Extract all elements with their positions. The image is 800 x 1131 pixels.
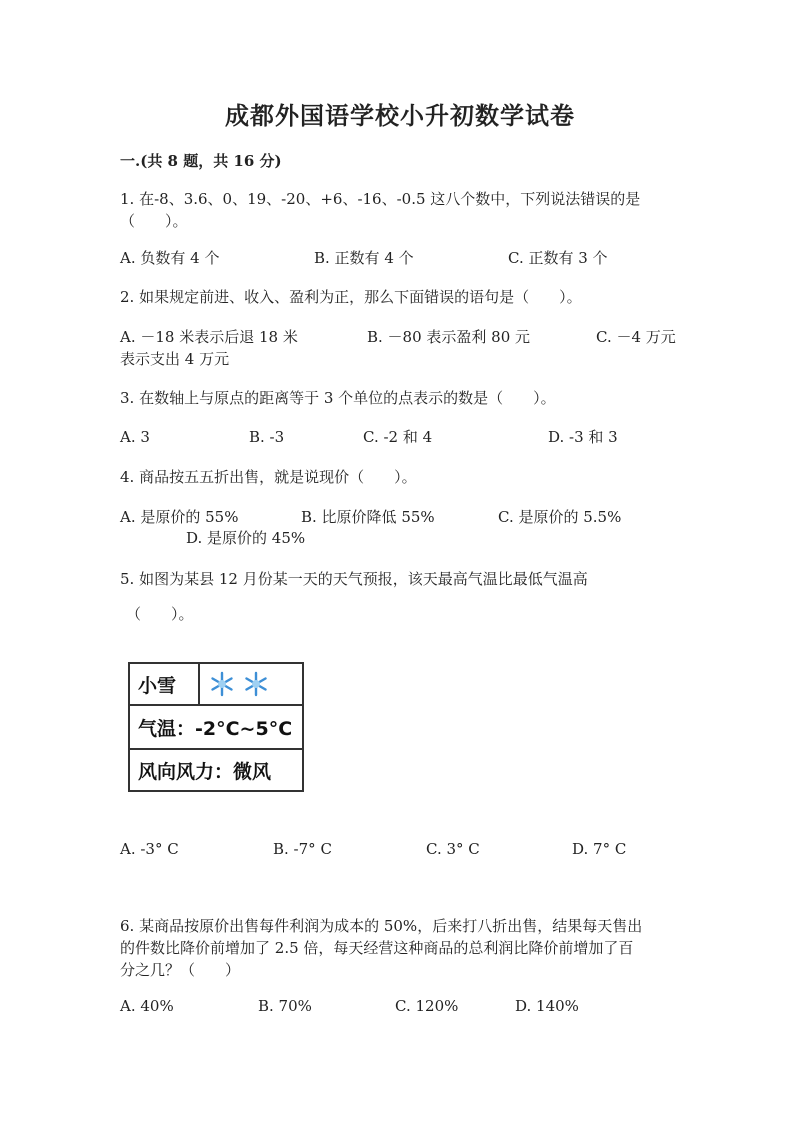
option-a: A. 40% — [120, 997, 174, 1015]
option-b: B. -3 — [249, 428, 285, 446]
option-d: D. 是原价的 45% — [186, 529, 306, 547]
weather-temperature-label: 气温：-2°C~5°C — [138, 717, 293, 740]
question-4 — [120, 466, 680, 488]
question-text: （ ）。 — [120, 212, 188, 230]
weather-forecast-figure — [128, 662, 304, 792]
option-b: B. 比原价降低 55% — [301, 508, 435, 526]
question-text: 5. 如图为某县 12 月份某一天的天气预报，该天最高气温比最低气温高 — [120, 570, 588, 588]
option-b: B. 70% — [258, 997, 312, 1015]
page-title: 成都外国语学校小升初数学试卷 — [225, 101, 575, 130]
question-text: 6. 某商品按原价出售每件利润为成本的 50%，后来打八折出售，结果每天售出 — [120, 917, 643, 935]
option-c: C. 正数有 3 个 — [508, 249, 608, 267]
option-a: A. -3° C — [120, 840, 179, 858]
weather-condition-label: 小雪 — [138, 674, 177, 697]
option-c: C. 120% — [395, 997, 459, 1015]
weather-row-condition — [130, 664, 302, 706]
question-text: 1. 在-8、3.6、0、19、-20、+6、-16、-0.5 这八个数中，下列说法错误的是 — [120, 190, 641, 208]
option-d: D. -3 和 3 — [548, 428, 618, 446]
question-text: 2. 如果规定前进、收入、盈利为正，那么下面错误的语句是（ ）。 — [120, 288, 582, 306]
question-1 — [120, 188, 680, 232]
option-a: A. 负数有 4 个 — [120, 249, 220, 267]
option-c: C. -2 和 4 — [363, 428, 433, 446]
question-2 — [120, 286, 680, 308]
question-3 — [120, 387, 680, 409]
option-b: B. -7° C — [273, 840, 332, 858]
option-d: D. 140% — [515, 997, 579, 1015]
question-text: 分之几？（ ） — [120, 961, 241, 979]
option-c: C. 是原价的 5.5% — [498, 508, 622, 526]
question-5 — [120, 568, 680, 590]
snowflake-icon — [208, 670, 236, 698]
weather-row-temperature — [130, 706, 302, 750]
option-b: B. 正数有 4 个 — [314, 249, 414, 267]
option-a: A. －18 米表示后退 18 米 — [120, 328, 298, 346]
option-c: C. 3° C — [426, 840, 480, 858]
option-c: C. －4 万元 — [596, 328, 676, 346]
snow-icons — [202, 664, 270, 704]
question-text: （ ）。 — [126, 605, 194, 623]
snowflake-icon — [242, 670, 270, 698]
option-d: D. 7° C — [572, 840, 627, 858]
question-text: 3. 在数轴上与原点的距离等于 3 个单位的点表示的数是（ ）。 — [120, 389, 556, 407]
weather-wind-label: 风向风力：微风 — [138, 760, 272, 783]
question-6 — [120, 915, 680, 981]
section-heading: 一.(共 8 题，共 16 分) — [120, 152, 282, 170]
option-a: A. 3 — [120, 428, 150, 446]
option-a: A. 是原价的 55% — [120, 508, 239, 526]
option-c-continued: 表示支出 4 万元 — [120, 350, 230, 368]
question-text: 的件数比降价前增加了 2.5 倍，每天经营这种商品的总利润比降价前增加了百 — [120, 939, 634, 957]
option-b: B. －80 表示盈利 80 元 — [367, 328, 531, 346]
weather-divider — [198, 664, 200, 704]
question-text: 4. 商品按五五折出售，就是说现价（ ）。 — [120, 468, 417, 486]
weather-row-wind — [130, 750, 302, 790]
